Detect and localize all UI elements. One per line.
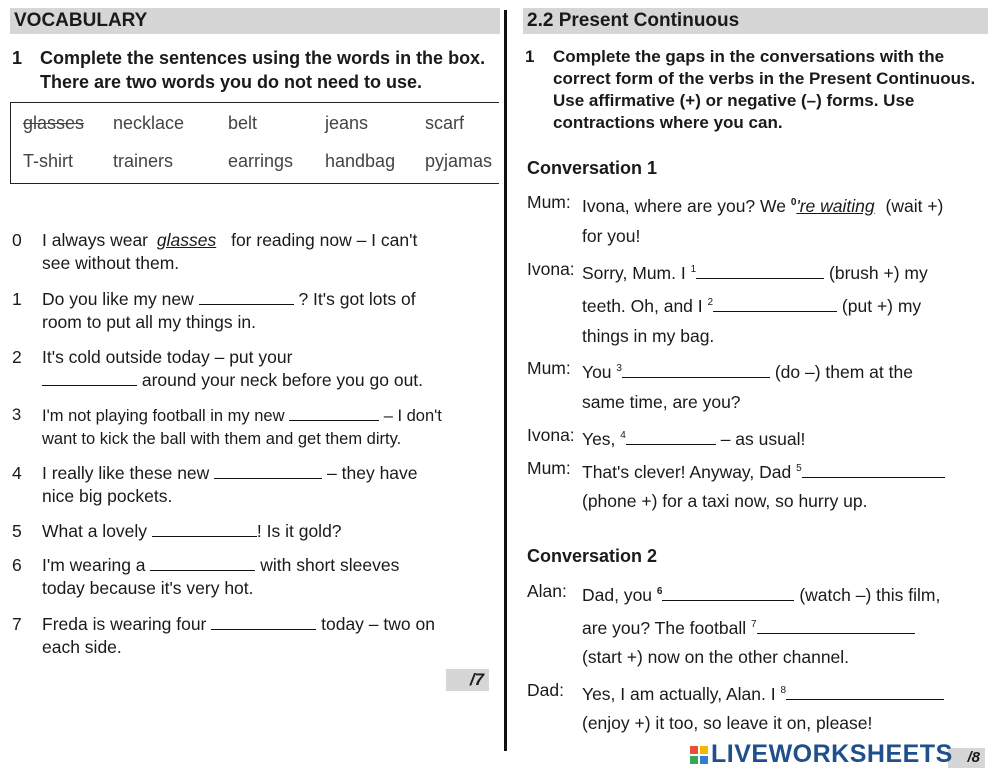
answer-blank-2[interactable] (713, 295, 837, 312)
word-pyjamas: pyjamas (425, 151, 493, 171)
answer-blank-3[interactable] (289, 404, 379, 421)
sentence-1: 1 Do you like my new ? It's got lots of room to put all my things in. (12, 289, 416, 332)
example-answer: 're waiting (796, 195, 875, 216)
answer-blank-6[interactable] (150, 554, 255, 571)
answer-blank-1[interactable] (696, 262, 824, 279)
answer-blank-8[interactable] (786, 683, 944, 700)
sentence-5: 5 What a lovely ! Is it gold? (12, 521, 342, 541)
conversation-2-title: Conversation 2 (527, 546, 658, 566)
word-handbag: handbag (325, 151, 396, 171)
word-box (10, 102, 499, 184)
word-necklace: necklace (113, 113, 185, 133)
word-scarf: scarf (425, 113, 465, 133)
task-number: 1 (525, 47, 535, 66)
grammar-score: /8 (948, 748, 985, 768)
answer-blank-3[interactable] (622, 361, 770, 378)
answer-blank-2[interactable] (42, 369, 137, 386)
sentence-4: 4 I really like these new – they have nice big pockets. (12, 463, 418, 506)
answer-blank-7[interactable] (211, 613, 316, 630)
sentence-3: 3 I'm not playing football in my new – I don't want to kick the ball with them and get them dirty. (12, 406, 442, 448)
column-divider (504, 10, 507, 751)
word-glasses: glasses (23, 113, 85, 133)
answer-blank-6[interactable] (662, 584, 794, 601)
grammar-heading: 2.2 Present Continuous (523, 8, 988, 34)
word-belt: belt (228, 113, 258, 133)
answer-blank-1[interactable] (199, 288, 294, 305)
task-instructions: Complete the gaps in the conversations with the correct form of the verbs in the Present Continuous. Use affirmative (+) or negative (–) forms. Use contractions where you can. (553, 47, 976, 132)
grammar-task (523, 46, 988, 134)
logo-icon (690, 746, 708, 764)
answer-blank-5[interactable] (802, 461, 945, 478)
word-jeans: jeans (325, 113, 369, 133)
conversation-1-title: Conversation 1 (527, 158, 658, 178)
sentence-0: 0 I always wear glasses for reading now – I can't see without them. (12, 230, 418, 273)
vocabulary-task (10, 46, 500, 94)
answer-blank-4[interactable] (626, 428, 716, 445)
logo-text: LIVEWORKSHEETS (711, 740, 953, 768)
vocabulary-heading: VOCABULARY (10, 8, 500, 34)
example-answer: glasses (156, 230, 217, 250)
liveworksheets-logo (690, 740, 953, 769)
grammar-section (523, 8, 988, 134)
task-instructions: Complete the sentences using the words in the box. There are two words you do not need to use. (40, 48, 486, 92)
sentence-2: 2 It's cold outside today – put your around your neck before you go out. (12, 347, 424, 390)
answer-blank-4[interactable] (214, 462, 322, 479)
answer-blank-5[interactable] (152, 520, 257, 537)
task-number: 1 (12, 48, 23, 68)
vocabulary-score: /7 (446, 669, 489, 691)
vocabulary-section (10, 8, 500, 184)
sentence-6: 6 I'm wearing a with short sleeves today because it's very hot. (12, 555, 400, 598)
word-trainers: trainers (113, 151, 174, 171)
answer-blank-7[interactable] (757, 617, 915, 634)
word-tshirt: T-shirt (23, 151, 74, 171)
word-earrings: earrings (228, 151, 294, 171)
sentence-7: 7 Freda is wearing four today – two on each side. (12, 614, 435, 657)
